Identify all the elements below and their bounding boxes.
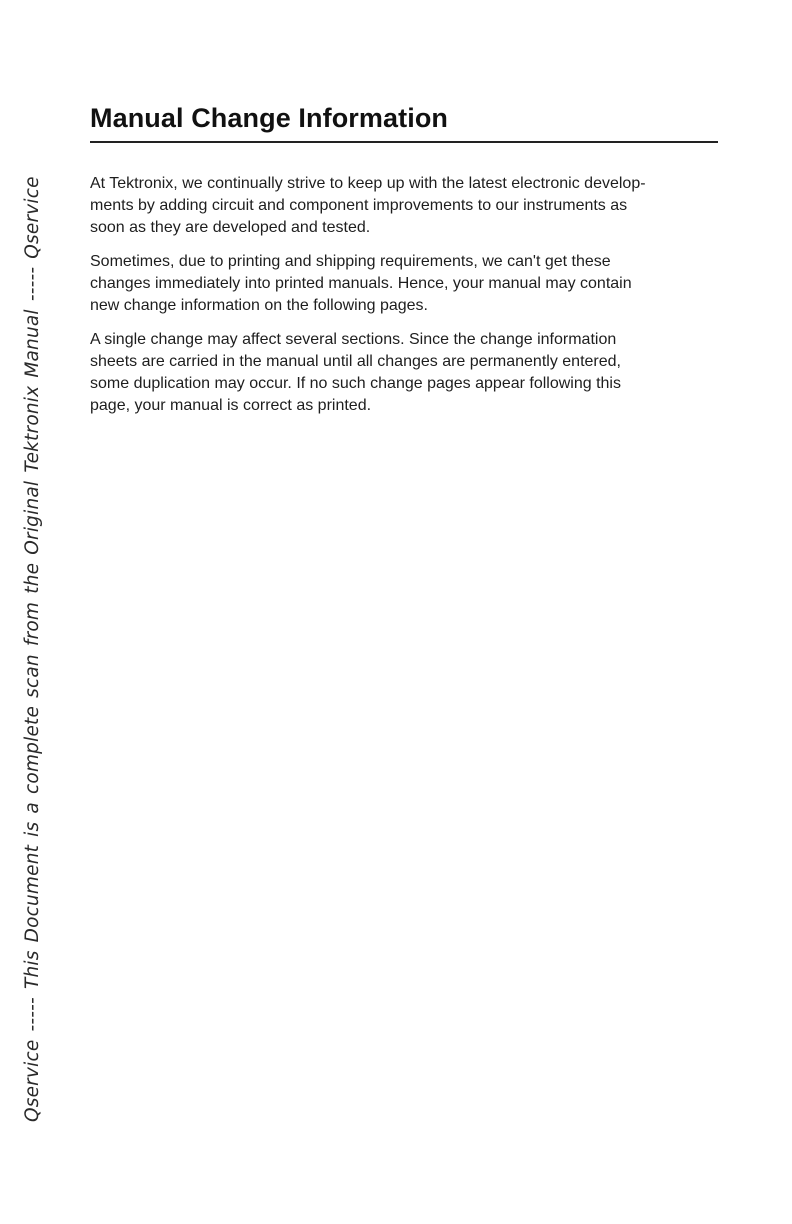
text-line: ments by adding circuit and component improvements to our instruments as (90, 197, 628, 214)
text-line: At Tektronix, we continually strive to keep up with the latest electronic develop- (90, 175, 646, 192)
text-line: sheets are carried in the manual until all changes are permanently entered, (90, 353, 621, 370)
text-line: soon as they are developed and tested. (90, 219, 371, 236)
side-watermark: Qservice ----- This Document is a complete scan from the Original Tektronix Manual ----- Qservice (22, 176, 43, 1122)
title-divider (90, 141, 718, 143)
text-line: new change information on the following pages. (90, 297, 428, 314)
text-line: A single change may affect several sections. Since the change information (90, 331, 617, 348)
text-line: page, your manual is correct as printed. (90, 397, 372, 414)
paragraph-intro (90, 173, 715, 239)
text-line: some duplication may occur. If no such change pages appear following this (90, 375, 621, 392)
page-title: Manual Change Information (90, 103, 449, 133)
paragraph-duplication (90, 329, 715, 417)
text-line: Sometimes, due to printing and shipping requirements, we can't get these (90, 253, 611, 270)
text-line: changes immediately into printed manuals. Hence, your manual may contain (90, 275, 632, 292)
body-text (90, 173, 715, 429)
paragraph-printing (90, 251, 715, 317)
